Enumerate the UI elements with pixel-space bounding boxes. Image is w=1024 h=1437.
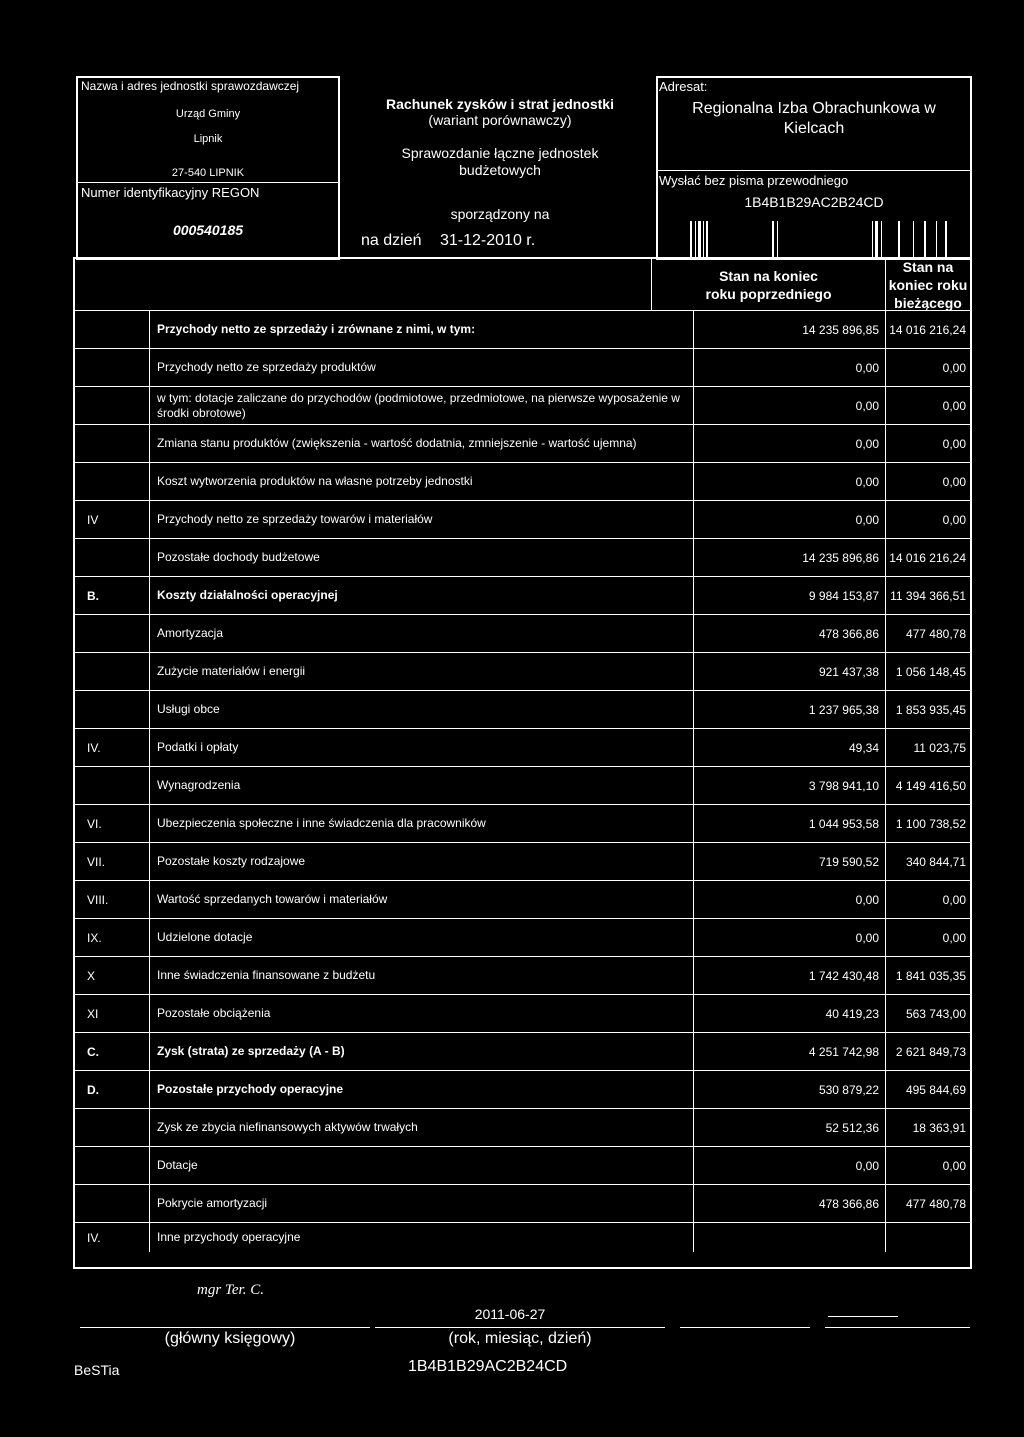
row-value-prev: 530 879,22 (693, 1071, 886, 1108)
unit-postal: 27-540 LIPNIK (171, 167, 245, 179)
row-value-prev: 0,00 (693, 387, 886, 424)
row-number: B. (87, 588, 99, 603)
row-number: IV (87, 512, 99, 527)
table-row (75, 766, 970, 804)
row-label: Usługi obce (149, 691, 693, 728)
signature: mgr Ter. C. (197, 1282, 264, 1298)
row-label: Pozostałe przychody operacyjne (149, 1071, 693, 1108)
row-number (75, 1109, 149, 1146)
row-label: Amortyzacja (149, 615, 693, 652)
row-value-prev: 0,00 (693, 881, 886, 918)
row-value-curr: 4 149 416,50 (895, 778, 966, 793)
row-value-curr: 477 480,78 (905, 1196, 966, 1211)
row-label: Ubezpieczenia społeczne i inne świadczenia dla pracowników (149, 805, 693, 842)
row-number (75, 1147, 149, 1184)
row-value-prev (693, 1223, 886, 1252)
row-value-prev: 4 251 742,98 (693, 1033, 886, 1070)
row-label: Zysk ze zbycia niefinansowych aktywów trwałych (149, 1109, 693, 1146)
row-value-curr: 340 844,71 (905, 854, 966, 869)
row-value-curr: 1 100 738,52 (895, 816, 966, 831)
row-number: C. (87, 1044, 99, 1059)
table-row (75, 1146, 970, 1184)
row-value-curr: 563 743,00 (905, 1006, 966, 1021)
signature-line-right-2 (825, 1327, 970, 1328)
report-title-line2: (wariant porównawczy) (428, 112, 572, 128)
report-title-line5: sporządzony na (450, 206, 550, 222)
row-value-prev: 1 044 953,58 (693, 805, 886, 842)
row-value-curr (886, 1223, 970, 1252)
table-row (75, 1184, 970, 1222)
row-value-curr: 11 394 366,51 (890, 588, 966, 603)
table-row (75, 386, 970, 424)
row-label: Przychody netto ze sprzedaży produktów (149, 349, 693, 386)
row-value-curr: 11 023,75 (913, 740, 966, 755)
row-value-prev: 0,00 (693, 501, 886, 538)
row-value-prev: 0,00 (693, 349, 886, 386)
row-value-prev: 0,00 (693, 463, 886, 500)
table-row (75, 804, 970, 842)
report-title-line1: Rachunek zysków i strat jednostki (386, 96, 614, 112)
table-row (75, 690, 970, 728)
column-header-prev: Stan na koniec roku poprzedniego (652, 259, 886, 310)
row-value-curr: 18 363,91 (912, 1120, 966, 1135)
row-number: VI. (87, 816, 102, 831)
row-value-prev: 14 235 896,86 (693, 539, 886, 576)
row-label: Pokrycie amortyzacji (149, 1185, 693, 1222)
table-row (75, 424, 970, 462)
row-value-prev: 3 798 941,10 (693, 767, 886, 804)
barcode-icon (688, 221, 956, 257)
row-label: Zysk (strata) ze sprzedaży (A - B) (149, 1033, 693, 1070)
row-number (75, 349, 149, 386)
row-label: Wartość sprzedanych towarów i materiałów (149, 881, 693, 918)
signature-mark (828, 1316, 898, 1317)
row-number: VIII. (87, 892, 109, 907)
row-value-prev: 49,34 (693, 729, 886, 766)
row-number (75, 767, 149, 804)
row-value-curr: 0,00 (942, 436, 966, 451)
addressee-line2: Kielcach (783, 120, 845, 137)
table-row (75, 538, 970, 576)
row-value-prev: 40 419,23 (693, 995, 886, 1032)
footer-code: 1B4B1B29AC2B24CD (408, 1358, 568, 1375)
table-row (75, 842, 970, 880)
row-label: Inne świadczenia finansowane z budżetu (149, 957, 693, 994)
row-number (75, 691, 149, 728)
row-value-prev: 478 366,86 (693, 1185, 886, 1222)
row-number (75, 1185, 149, 1222)
row-value-curr: 0,00 (942, 474, 966, 489)
table-row (75, 652, 970, 690)
row-label: Udzielone dotacje (149, 919, 693, 956)
row-number: VII. (87, 854, 106, 869)
row-label: Pozostałe obciążenia (149, 995, 693, 1032)
column-header-curr: Stan na koniec roku bieżącego (888, 258, 968, 311)
row-label: Wynagrodzenia (149, 767, 693, 804)
report-date: 31-12-2010 r. (440, 232, 536, 249)
row-label: Zmiana stanu produktów (zwiększenia - wartość dodatnia, zmniejszenie - wartość ujemna) (149, 425, 693, 462)
row-value-curr: 0,00 (942, 1158, 966, 1173)
addressee-line1: Regionalna Izba Obrachunkowa w (692, 100, 936, 117)
row-value-curr: 1 853 935,45 (895, 702, 966, 717)
row-value-curr: 477 480,78 (905, 626, 966, 641)
table-row (75, 576, 970, 614)
row-label: Koszt wytworzenia produktów na własne potrzeby jednostki (149, 463, 693, 500)
row-value-curr: 1 841 035,35 (895, 968, 966, 983)
row-value-curr: 495 844,69 (905, 1082, 966, 1097)
row-number: X (87, 968, 96, 983)
row-value-curr: 0,00 (942, 360, 966, 375)
row-value-prev: 14 235 896,85 (693, 311, 886, 348)
table-row (75, 348, 970, 386)
date-line (375, 1327, 665, 1328)
row-value-curr: 14 016 216,24 (889, 550, 966, 565)
row-value-prev: 719 590,52 (693, 843, 886, 880)
row-value-prev: 0,00 (693, 919, 886, 956)
row-label: Pozostałe dochody budżetowe (149, 539, 693, 576)
table-row (75, 918, 970, 956)
row-value-curr: 2 621 849,73 (895, 1044, 966, 1059)
row-label: Podatki i opłaty (149, 729, 693, 766)
row-value-curr: 0,00 (942, 930, 966, 945)
row-number: XI (87, 1006, 99, 1021)
signature-line-right-1 (680, 1327, 810, 1328)
row-value-curr: 0,00 (942, 512, 966, 527)
row-number (75, 539, 149, 576)
row-number: IV. (87, 740, 101, 755)
table-row (75, 1070, 970, 1108)
unit-name-label: Nazwa i adres jednostki sprawozdawczej (81, 79, 300, 93)
accountant-label: (główny księgowy) (164, 1330, 296, 1347)
row-label: Przychody netto ze sprzedaży towarów i materiałów (149, 501, 693, 538)
row-value-prev: 0,00 (693, 425, 886, 462)
row-number (75, 615, 149, 652)
table-header-row (75, 259, 970, 310)
row-label: Inne przychody operacyjne (149, 1223, 693, 1252)
row-number (75, 425, 149, 462)
divider (78, 182, 338, 183)
table-row (75, 462, 970, 500)
row-value-curr: 0,00 (942, 892, 966, 907)
addressee-label: Adresat: (659, 79, 708, 94)
row-value-curr: 1 056 148,45 (895, 664, 966, 679)
date-label: (rok, miesiąc, dzień) (448, 1330, 592, 1347)
unit-name: Urząd Gminy (175, 108, 241, 120)
row-number: IV. (87, 1230, 101, 1245)
table-row (75, 994, 970, 1032)
row-value-prev: 0,00 (693, 1147, 886, 1184)
report-date-value: 2011-06-27 (474, 1306, 546, 1322)
header-left-box (76, 76, 340, 260)
row-value-prev: 9 984 153,87 (693, 577, 886, 614)
row-label: Koszty działalności operacyjnej (149, 577, 693, 614)
row-value-curr: 0,00 (942, 398, 966, 413)
report-title-line4: budżetowych (459, 162, 541, 178)
table-row (75, 500, 970, 538)
row-label: Dotacje (149, 1147, 693, 1184)
row-value-prev: 478 366,86 (693, 615, 886, 652)
row-value-prev: 1 742 430,48 (693, 957, 886, 994)
row-value-prev: 52 512,36 (693, 1109, 886, 1146)
row-number: IX. (87, 930, 102, 945)
row-number (75, 653, 149, 690)
row-value-prev: 921 437,38 (693, 653, 886, 690)
header-right-box (656, 76, 972, 260)
document-code: 1B4B1B29AC2B24CD (744, 194, 884, 210)
row-label: w tym: dotacje zaliczane do przychodów (podmiotowe, przedmiotowe, na pierwsze wyposażenie w środki obrotowe) (149, 387, 693, 424)
row-number (75, 311, 149, 348)
report-title-line3: Sprawozdanie łączne jednostek (401, 145, 599, 161)
row-value-curr: 14 016 216,24 (889, 322, 966, 337)
table-row (75, 1222, 970, 1252)
table-row (75, 1032, 970, 1070)
regon-label: Numer identyfikacyjny REGON (81, 185, 260, 200)
unit-place: Lipnik (193, 133, 223, 145)
table-row (75, 728, 970, 766)
report-date-label: na dzień (361, 232, 422, 249)
row-number (75, 387, 149, 424)
row-value-prev: 1 237 965,38 (693, 691, 886, 728)
table-row (75, 880, 970, 918)
row-number: D. (87, 1082, 99, 1097)
table-row (75, 1108, 970, 1146)
signature-line (80, 1327, 370, 1328)
regon-value: 000540185 (172, 222, 244, 238)
profit-loss-table (73, 257, 972, 1269)
table-row (75, 310, 970, 348)
table-row (75, 614, 970, 652)
table-row (75, 956, 970, 994)
row-label: Zużycie materiałów i energii (149, 653, 693, 690)
system-name: BeSTia (74, 1362, 120, 1378)
row-label: Pozostałe koszty rodzajowe (149, 843, 693, 880)
row-label: Przychody netto ze sprzedaży i zrównane z nimi, w tym: (149, 311, 693, 348)
send-label: Wysłać bez pisma przewodniego (659, 173, 849, 188)
divider (658, 170, 970, 171)
row-number (75, 463, 149, 500)
